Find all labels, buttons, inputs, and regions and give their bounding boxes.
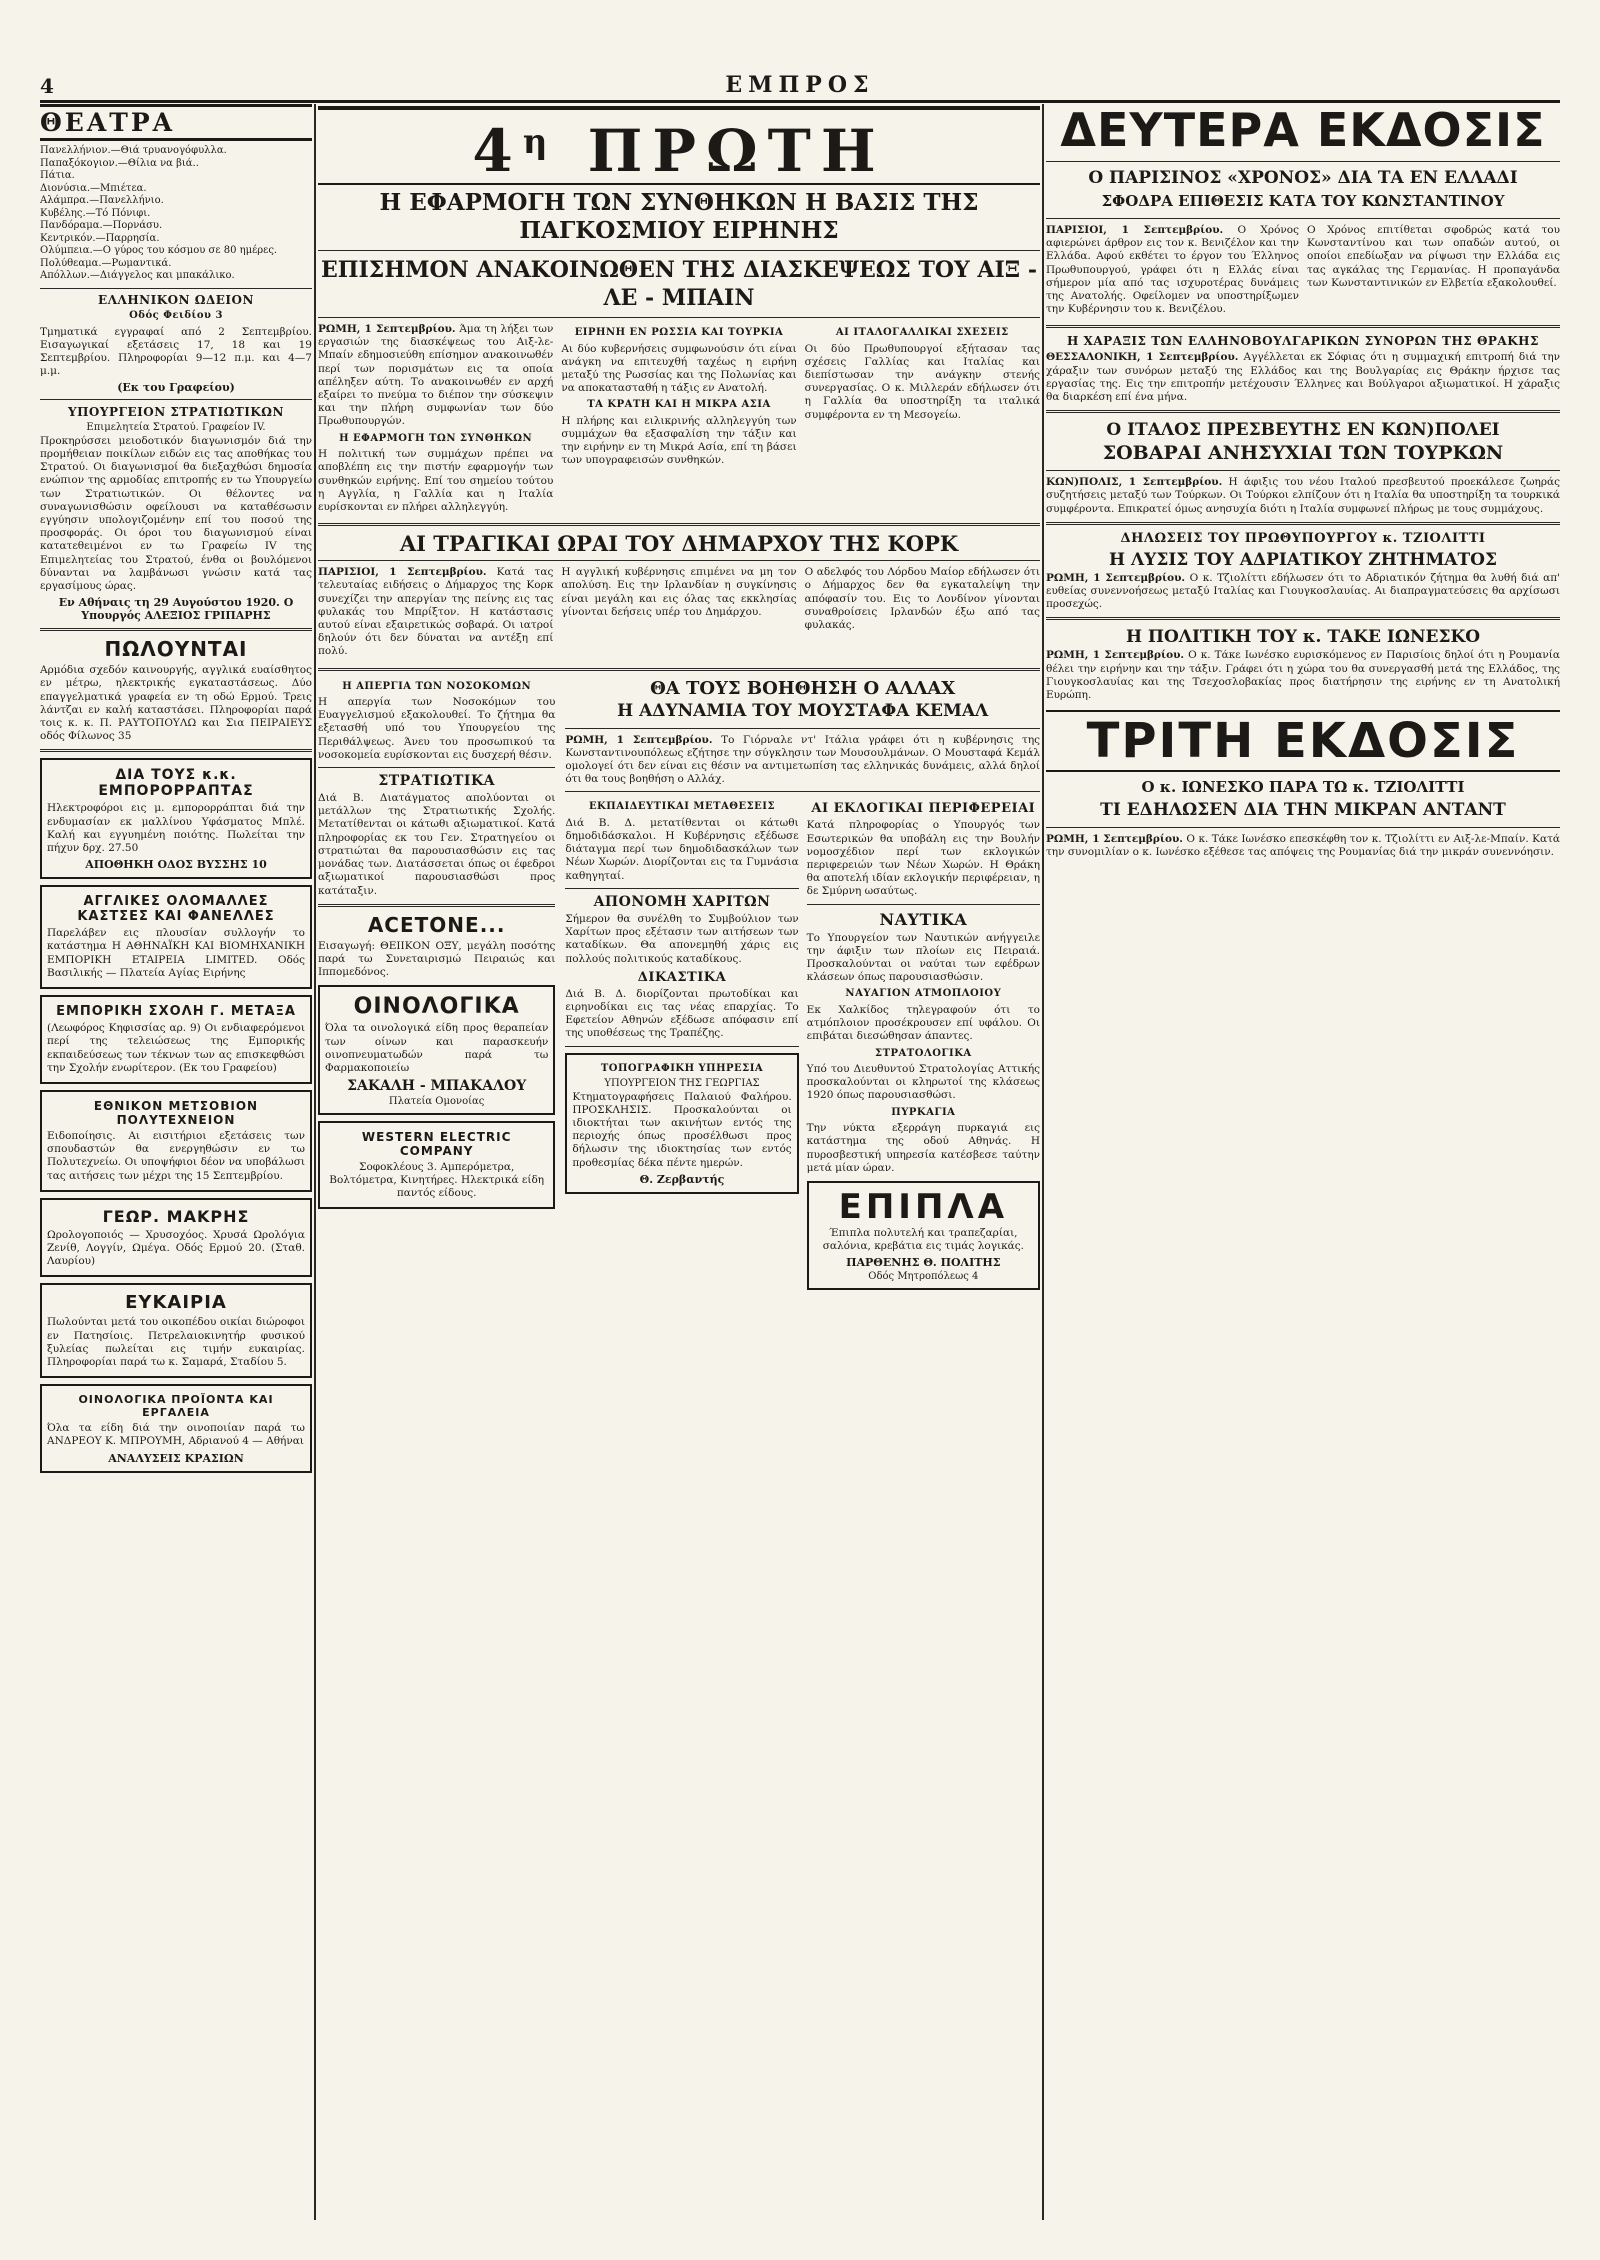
center-lower-area <box>318 677 1040 1296</box>
italian-envoy-subheadline: ΣΟΒΑΡΑΙ ΑΝΗΣΥΧΙΑΙ ΤΩΝ ΤΟΥΡΚΩΝ <box>1102 442 1504 465</box>
watchmaker-ad <box>40 1198 312 1278</box>
masthead <box>40 72 1560 103</box>
theatre-line: Πανελλήνιον.—Θιά τρυανογόφυλλα. <box>40 145 227 156</box>
kemal-headline: ΘΑ ΤΟΥΣ ΒΟΗΘΗΣΗ Ο ΑΛΛΑΧ <box>650 677 956 699</box>
page-number: 4 <box>40 74 54 98</box>
third-edition-subheadline: ΤΙ ΕΔΗΛΩΣΕΝ ΔΙΑ ΤΗΝ ΜΙΚΡΑΝ ΑΝΤΑΝΤ <box>1100 800 1506 821</box>
education-text: Διά Β. Δ. μετατίθενται οι κάτωθι δημοδιδάσκαλοι. Η Κυβέρνησις εξέδωσε διάταγμα περί των δημοδιδασκάλων των Νέων Χωρών. Διορίζονται εις τα Γυμνάσια καθηγηταί. <box>565 816 799 882</box>
thrace-headline: Η ΧΑΡΑΞΙΣ ΤΩΝ ΕΛΛΗΝΟΒΟΥΛΓΑΡΙΚΩΝ ΣΥΝΟΡΩΝ ΤΗΣ ΘΡΑΚΗΣ <box>1067 334 1539 349</box>
naval-headline: ΝΑΥΤΙΚΑ <box>879 909 968 929</box>
districts-text: Κατά πληροφορίας ο Υπουργός των Εσωτερικών θα υποβάλη εις την Βουλήν νομοσχέδιον περί των εκλογικών περιφερειών των Νέων Χωρών. Η Θράκη θα αποτελή ιδίαν εκλογικήν περιφέρειαν, η δε Σμύρνη ωσαύτως. <box>806 819 1040 898</box>
edition-title: ΠΡΩΤΗ <box>587 117 886 185</box>
lead-subhead: Η ΕΦΑΡΜΟΓΗ ΤΩΝ ΣΥΝΘΗΚΩΝ <box>339 432 533 444</box>
chronos-headline: Ο ΠΑΡΙΣΙΝΟΣ «ΧΡΟΝΟΣ» ΔΙΑ ΤΑ ΕΝ ΕΛΛΑΔΙ <box>1088 168 1518 188</box>
odeon-text: Τμηματικά εγγραφαί από 2 Σεπτεμβρίου. Εισαγωγικαί εξετάσεις 17, 18 και 19 Σεπτεμβρίου. Πληροφορίαι 9—12 π.μ. και 4—7 μ.μ. <box>40 325 312 378</box>
acetone-ad-heading: ACETONE... <box>367 912 506 937</box>
fire-text: Την νύκτα εξερράγη πυρκαγιά εις κατάστημα της οδού Αθηνάς. Η πυροσβεστική υπηρεσία κατέσβεσε ταύτην μετά μίαν ώραν. <box>806 1122 1040 1174</box>
theatre-line: Απόλλων.—Διάγγελος και μπακάλικο. <box>40 270 235 281</box>
odeon-signature: (Εκ του Γραφείου) <box>117 381 235 395</box>
theatre-line: Κεντρικόν.—Παρρησία. <box>40 232 160 244</box>
theatre-line: Κυβέλης.—Τό Πόνιφι. <box>40 207 151 219</box>
shipwreck-text: Εκ Χαλκίδος τηλεγραφούν ότι το ατμόπλοιον προσέκρουσεν επί υφάλου. Οι επιβάται διεσώθησαν άπαντες. <box>806 1003 1040 1043</box>
polytechnic-ad-text: Ειδοποίησις. Αι εισιτήριοι εξετάσεις των σπουδαστών θα ενεργηθώσιν εν τω Πολυτεχνείω. Οι υποψήφιοι δέον να υποβάλωσι τας αιτήσεις των μέχρι της 15 Σεπτεμβρίου. <box>47 1129 305 1182</box>
ionescu-text: Ο κ. Τάκε Ιωνέσκο ευρισκόμενος εν Παρισίοις δηλοί ότι η Ρουμανία θέλει την ειρήνην και την τάξιν. Γράφει ότι η χώρα του θα συνεργασθή μετά της Ελλάδος, της Γιουγκοσλαυίας και της Τσεχοσλοβακίας προς διατήρησιν της ειρήνης εν τη Ανατολική Ευρώπη. <box>1046 649 1560 702</box>
lead-subheadline: ΕΠΙΣΗΜΟΝ ΑΝΑΚΟΙΝΩΘΕΝ ΤΗΣ ΔΙΑΣΚΕΨΕΩΣ ΤΟΥ ΑΙΞ - ΛΕ - ΜΠΑΙΝ <box>320 257 1038 311</box>
shipwreck-headline: ΝΑΥΑΓΙΟΝ ΑΤΜΟΠΛΟΙΟΥ <box>845 988 1002 1000</box>
opportunity-ad-heading: ΕΥΚΑΙΡΙΑ <box>125 1292 227 1314</box>
furniture-ad <box>807 1181 1040 1290</box>
watchmaker-ad-text: Ωρολογοποιός — Χρυσοχόος. Χρυσά Ωρολόγια Ζενίθ, Λογγίν, Ωμέγα. Οδός Ερμού 20. (Σταθ. Λαυρίου) <box>47 1228 305 1268</box>
theatre-line: Αλάμπρα.—Πανελλήνιο. <box>40 195 164 206</box>
theatre-line: Παπαξόκογιον.—Θίλια να βιά.. <box>40 157 199 169</box>
adriatic-headline: ΔΗΛΩΣΕΙΣ ΤΟΥ ΠΡΩΘΥΠΟΥΡΓΟΥ κ. ΤΖΙΟΛΙΤΤΙ <box>1120 530 1486 546</box>
center-lower-left <box>318 677 555 1296</box>
column-rule <box>1042 104 1044 2220</box>
watchmaker-ad-heading: ΓΕΩΡ. ΜΑΚΡΗΣ <box>102 1206 250 1226</box>
judicial-text: Διά Β. Δ. διορίζονται πρωτοδίκαι και ειρηνοδίκαι εις τας νέας επαρχίας. Το Εφετείον Αθηνών εξέδωσε απόφασιν επί της υποθέσεως της Τραπέζης. <box>565 987 799 1040</box>
fabrics-ad-text: Παρελάβεν εις πλουσίαν συλλογήν το κατάστημα Η ΑΘΗΝΑΪΚΗ ΚΑΙ ΒΙΟΜΗΧΑΝΙΚΗ ΕΜΠΟΡΙΚΗ ΕΤΑΙΡΕΙΑ LIMITED. Οδός Βασιλικής — Πλατεία Αγίας Ειρήνης <box>47 927 305 979</box>
chronos-paragraph: Ο Χρόνος αφιερώνει άρθρον εις τον κ. Βενιζέλον και την Ελλάδα. Αφού εκθέτει το έργον του Έλληνος Πρωθυπουργού, γράφει ότι η Ελλάς είναι σήμερον μία από τας ισχυροτέρας δυνάμεις της Ανατολής. Οφείλομεν να υποστηρίξωμεν την Κυβέρνησιν του κ. Βενιζέλου. <box>1046 224 1299 316</box>
odeon-heading: ΕΛΛΗΝΙΚΟΝ ΩΔΕΙΟΝ <box>98 292 254 307</box>
lead-paragraph: Οι δύο Πρωθυπουργοί εξήτασαν τας σχέσεις Γαλλίας και Ιταλίας και διεπίστωσαν την ανάγκην στενής συνεργασίας. Ο κ. Μιλλεράν εδήλωσεν ότι η Γαλλία θα υποστηρίξη τα ιταλικά συμφέροντα εν τη Μεσογείω. <box>804 342 1040 421</box>
lead-subhead: ΑΙ ΙΤΑΛΟΓΑΛΛΙΚΑΙ ΣΧΕΣΕΙΣ <box>835 327 1009 338</box>
ionescu-headline: Η ΠΟΛΙΤΙΚΗ ΤΟΥ κ. ΤΑΚΕ ΙΩΝΕΣΚΟ <box>1125 627 1481 648</box>
conscription-text: Υπό του Διευθυντού Στρατολογίας Αττικής προσκαλούνται οι κληρωτοί της κλάσεως 1920 όπως παρουσιασθώσι. <box>806 1063 1040 1102</box>
kemal-text: Το Γιόρναλε ντ' Ιτάλια γράφει ότι η κυβέρνησις της Κωνσταντινουπόλεως εζήτησε την σύγκλησιν των Μουσουλμάνων. Ο Μουσταφά Κεμάλ ομολογεί ότι δεν είναι εις θέσιν να αντιμετωπίση τας ελληνικάς δυνάμεις, αλλά δηλοί ότι θα τους βοηθήση ο Αλλάχ. <box>565 733 1040 786</box>
wine-products-ad-heading: ΟΙΝΟΛΟΓΙΚΑ ΠΡΟΪΟΝΤΑ ΚΑΙ ΕΡΓΑΛΕΙΑ <box>78 1393 274 1420</box>
nurses-headline: Η ΑΠΕΡΓΙΑ ΤΩΝ ΝΟΣΟΚΟΜΩΝ <box>342 680 532 692</box>
column-rule <box>314 104 316 2220</box>
districts-headline: ΑΙ ΕΚΛΟΓΙΚΑΙ ΠΕΡΙΦΕΡΕΙΑΙ <box>811 801 1036 817</box>
polytechnic-ad-heading: ΕΘΝΙΚΟΝ ΜΕΤΣΟΒΙΟΝ ΠΟΛΥΤΕΧΝΕΙΟΝ <box>93 1098 259 1127</box>
western-electric-heading: WESTERN ELECTRIC COMPANY <box>361 1129 512 1158</box>
lead-article <box>318 323 1040 517</box>
topography-text: Κτηματογραφήσεις Παλαιού Φαλήρου. ΠΡΟΣΚΛΗΣΙΣ. Προσκαλούνται οι ιδιοκτήται των ακινήτων εντός της περιοχής όπως προσέλθωσι προς δήλωσιν της ιδιοκτησίας των εντός προθεσμίας δέκα πέντε ημερών. <box>572 1090 792 1169</box>
acetone-ad-text: Εισαγωγή: ΘΕΙΙΚΟΝ ΟΞΥ, μεγάλη ποσότης παρά τω Συνεταιρισμώ Πειραιώς και Ιππομεδόνος. <box>318 939 556 979</box>
topography-headline: ΤΟΠΟΓΡΑΦΙΚΗ ΥΠΗΡΕΣΙΑ <box>600 1062 764 1074</box>
tailors-ad-heading: ΔΙΑ ΤΟΥΣ κ.κ. ΕΜΠΟΡΟΡΡΑΠΤΑΣ <box>98 767 254 800</box>
oenology-ad <box>318 985 555 1114</box>
fabrics-ad-heading: ΑΓΓΛΙΚΕΣ ΟΛΟΜΑΛΛΕΣ ΚΑΣΤΣΕΣ ΚΑΙ ΦΑΝΕΛΛΕΣ <box>77 894 275 925</box>
sale-heading: ΠΩΛΟΥΝΤΑΙ <box>104 637 248 662</box>
school-ad-heading: ΕΜΠΟΡΙΚΗ ΣΧΟΛΗ Γ. ΜΕΤΑΞΑ <box>56 1004 296 1020</box>
left-column <box>40 104 312 2220</box>
newspaper-name: ΕΜΠΡΟΣ <box>725 72 875 98</box>
lead-paragraph: Άμα τη λήξει των εργασιών της διασκέψεως του Αιξ-λε-Μπαίν εδημοσιεύθη επίσημον ανακοινωθέν περί των πορισμάτων εις τα οποία απέληξεν αύτη. Το ανακοινωθέν εν αρχή εξαίρει το πνεύμα το διέπον την σύσκεψιν και την πλήρη συμφωνίαν των δύο Πρωθυπουργών. <box>318 323 554 428</box>
adriatic-subheadline: Η ΛΥΣΙΣ ΤΟΥ ΑΔΡΙΑΤΙΚΟΥ ΖΗΤΗΜΑΤΟΣ <box>1109 549 1497 570</box>
judicial-headline: ΔΙΚΑΣΤΙΚΑ <box>637 969 727 985</box>
wine-products-ad-tagline: ΑΝΑΛΥΣΕΙΣ ΚΡΑΣΙΩΝ <box>108 1451 244 1465</box>
ministry-signature: Εν Αθήναις τη 29 Αυγούστου 1920. Ο Υπουργός ΑΛΕΞΙΟΣ ΓΡΙΠΑΡΗΣ <box>58 596 294 623</box>
furniture-ad-address: Οδός Μητροπόλεως 4 <box>868 1271 979 1283</box>
school-ad-text: (Λεωφόρος Κηφισσίας αρ. 9) Οι ενδιαφερόμενοι περί της τελειώσεως της Εμπορικής εκπαιδεύσεως των τέκνων των ας επισκεφθώσι την Σχολήν ενωρίτερον. (Εκ του Γραφείου) <box>47 1022 305 1074</box>
tailors-ad <box>40 758 312 879</box>
edition-banner <box>318 106 1040 185</box>
wine-products-ad-text: Όλα τα είδη διά την οινοποιίαν παρά τω ΑΝΔΡΕΟΥ Κ. ΜΠΡΟΥΜΗ, Αδριανού 4 — Αθήναι <box>47 1422 305 1448</box>
oenology-ad-place: Πλατεία Ομονοίας <box>388 1096 485 1108</box>
education-headline: ΕΚΠΑΙΔΕΥΤΙΚΑΙ ΜΕΤΑΘΕΣΕΙΣ <box>588 801 776 813</box>
furniture-ad-text: Έπιπλα πολυτελή και τραπεζαρίαι, σαλόνια, κρεβάτια εις τιμάς λογικάς. <box>822 1226 1024 1253</box>
italian-envoy-dateline: ΚΩΝ)ΠΟΛΙΣ, 1 Σεπτεμβρίου. <box>1046 476 1223 489</box>
theatre-line: Ολύμπεια.—Ο γύρος του κόσμου σε 80 ημέρες. <box>40 245 278 256</box>
adriatic-text: Ο κ. Τζιολίττι εδήλωσεν ότι το Αδριατικόν ζήτημα θα λυθή διά απ' ευθείας συνεννοήσεως μεταξύ Ιταλίας και Γιουγκοσλαυίας. Αι διαπραγματεύσεις θα αρχίσωσι προσεχώς. <box>1046 571 1560 611</box>
theatre-heading: ΘΕΑΤΡΑ <box>40 104 312 141</box>
cork-article <box>318 566 1040 661</box>
center-column <box>318 104 1040 2220</box>
theatre-listings <box>40 145 312 283</box>
cork-paragraph: Κατά τας τελευταίας ειδήσεις ο Δήμαρχος της Κορκ συνεχίζει την απεργίαν της πείνης εις τας φυλακάς του Μπρίξτον. Η κατάστασις αυτού είναι εξαιρετικώς σοβαρά. Οι ιατροί δηλούν ότι δεν δύναται να αντέξη επί πολύ. <box>318 566 554 658</box>
theatre-line: Πάτια. <box>40 170 75 181</box>
furniture-ad-heading: ΕΠΙΠΛΑ <box>838 1186 1009 1227</box>
naval-text: Το Υπουργείον των Ναυτικών ανήγγειλε την άφιξιν των πλοίων εις Πειραιά. Προσκαλούνται οι ναύται των εφέδρων κλάσεων όπως παρουσιασθώσιν. <box>806 931 1040 984</box>
western-electric-ad <box>318 1121 555 1210</box>
furniture-ad-owner: ΠΑΡΘΕΝΗΣ Θ. ΠΟΛΙΤΗΣ <box>846 1256 1001 1270</box>
ionescu-dateline: ΡΩΜΗ, 1 Σεπτεμβρίου. <box>1046 649 1185 662</box>
thrace-text: Αγγέλλεται εκ Σόφιας ότι η συμμαχική επιτροπή διά την χάραξιν των συνόρων μεταξύ της Ελλάδος και της Βουλγαρίας εις Θράκην ήρχισε τας εργασίας της. Εις την επιτροπήν μετέχουσιν Έλληνες και Βούλγαροι αξιωματικοί. Η χάραξις θα διαρκέση επί ένα μήνα. <box>1046 351 1560 404</box>
fabrics-ad <box>40 885 312 989</box>
cork-paragraph: Η αγγλική κυβέρνησις επιμένει να μη τον απολύση. Εις την Ιρλανδίαν η συγκίνησις είναι μεγάλη και εις όλας τας εκκλησίας γίνονται δεήσεις υπέρ του Δημάρχου. <box>561 566 797 618</box>
sale-text: Αρμόδια σχεδόν καινουργής, αγγλικά ευαίσθητος εν μέτρω, ηλεκτρικής εγκαταστάσεως. Δύο επαγγελματικά γραφεία εν τη οδώ Ερμού. Τρεις λάντζαι εν καλή καταστάσει. Πληροφορίαι παρά τοις κ. κ. Π. ΡΑΥΤΟΠΟΥΛΩ και Σια ΠΕΙΡΑΙΕΥΣ οδός Φίλωνος 35 <box>40 664 312 743</box>
edition-number: 4 <box>472 117 523 185</box>
third-edition-headline: Ο κ. ΙΩΝΕΣΚΟ ΠΑΡΑ ΤΩ κ. ΤΖΙΟΛΙΤΤΙ <box>1141 778 1465 797</box>
third-edition-banner: ΤΡΙΤΗ ΕΚΔΟΣΙΣ <box>1046 710 1560 772</box>
nurses-text: Η απεργία των Νοσοκόμων του Ευαγγελισμού εξακολουθεί. Το ζήτημα θα εξετασθή υπό του Υπουργείου της Περιθάλψεως. Άνευ του προσωπικού τα νοσοκομεία ευρίσκονται εις δυσχερή θέσιν. <box>318 696 556 761</box>
italian-envoy-text: Η άφιξις του νέου Ιταλού πρεσβευτού προεκάλεσε ζωηράς συζητήσεις μεταξύ των Τούρκων. Οι Τούρκοι ελπίζουν ότι η Ιταλία θα υποστηρίξη τα τουρκικά συμφέροντα. Επικρατεί όμως ανησυχία διότι η Ιταλία συμφωνεί πλήρως με τους συμμάχους. <box>1046 476 1560 515</box>
western-electric-text: Σοφοκλέους 3. Αμπερόμετρα, Βολτόμετρα, Κινητήρες. Ηλεκτρικά είδη παντός είδους. <box>329 1160 545 1200</box>
lead-subhead: ΤΑ ΚΡΑΤΗ ΚΑΙ Η ΜΙΚΡΑ ΑΣΙΑ <box>587 399 771 411</box>
conscription-headline: ΣΤΡΑΤΟΛΟΓΙΚΑ <box>875 1047 972 1059</box>
theatre-line: Πολύθεαμα.—Ρωμαντικά. <box>40 257 172 269</box>
kemal-dateline: ΡΩΜΗ, 1 Σεπτεμβρίου. <box>565 733 713 746</box>
lead-dateline: ΡΩΜΗ, 1 Σεπτεμβρίου. <box>318 323 456 335</box>
oenology-ad-heading: ΟΙΝΟΛΟΓΙΚΑ <box>353 994 520 1020</box>
tailors-ad-address: ΑΠΟΘΗΚΗ ΟΔΟΣ ΒΥΣΣΗΣ 10 <box>85 858 267 872</box>
cork-paragraph: Ο αδελφός του Λόρδου Μαίορ εδήλωσεν ότι ο Δήμαρχος δεν θα εγκαταλείψη την απόφασίν του. Εις το Λονδίνον γίνονται συναθροίσεις Ιρλανδών έξω από τας φυλακάς. <box>804 566 1040 631</box>
center-lower-right <box>565 677 1040 1296</box>
topography-notice <box>565 1053 798 1194</box>
lead-paragraph: Η πλήρης και ειλικρινής αλληλεγγύη των συμμάχων θα εξασφαλίση την τάξιν και την ειρήνην εν τη Μικρά Ασία, επί τη βάσει των υπογραφεισών συνθηκών. <box>561 414 797 467</box>
pardons-headline: ΑΠΟΝΟΜΗ ΧΑΡΙΤΩΝ <box>593 893 771 910</box>
adriatic-dateline: ΡΩΜΗ, 1 Σεπτεμβρίου. <box>1046 571 1186 584</box>
third-edition-text: Ο κ. Τάκε Ιωνέσκο επεσκέφθη τον κ. Τζιολίττι εν Αιξ-λε-Μπαίν. Κατά την συνομιλίαν ο κ. Ιωνέσκο εξέθεσε τας απόψεις της Ρουμανίας διά την μικράν συνεννόησιν. <box>1046 833 1560 859</box>
fire-headline: ΠΥΡΚΑΓΙΑ <box>891 1106 956 1118</box>
kemal-subheadline: Η ΑΔΥΝΑΜΙΑ ΤΟΥ ΜΟΥΣΤΑΦΑ ΚΕΜΑΛ <box>617 700 989 721</box>
pardons-text: Σήμερον θα συνέλθη το Συμβούλιον των Χαρίτων προς εξέτασιν των αιτήσεων των καταδίκων. Θα απονεμηθή χάρις εις πολλούς πολιτικούς καταδίκους. <box>565 912 799 965</box>
edition-ordinal: η <box>522 122 558 162</box>
cork-headline: ΑΙ ΤΡΑΓΙΚΑΙ ΩΡΑΙ ΤΟΥ ΔΗΜΑΡΧΟΥ ΤΗΣ ΚΟΡΚ <box>399 531 959 557</box>
ministry-subheading: Επιμελητεία Στρατού. Γραφείον IV. <box>86 422 266 434</box>
ministry-heading: ΥΠΟΥΡΓΕΙΟΝ ΣΤΡΑΤΙΩΤΙΚΩΝ <box>68 405 284 420</box>
right-column <box>1046 104 1560 2220</box>
italian-envoy-headline: Ο ΙΤΑΛΟΣ ΠΡΕΣΒΕΥΤΗΣ ΕΝ ΚΩΝ)ΠΟΛΕΙ <box>1106 420 1500 441</box>
second-edition-banner: ΔΕΥΤΕΡΑ ΕΚΔΟΣΙΣ <box>1060 104 1546 157</box>
chronos-paragraph: Ο Χρόνος επιτίθεται σφοδρώς κατά του Κωνσταντίνου και των οπαδών αυτού, οι οποίοι επεδίωξαν να ρίψωσι την Ελλάδα εις τας αγκάλας της Γερμανίας. Η προπαγάνδα των Κωνσταντινικών εν Ελβετία εξακολουθεί. <box>1307 224 1560 289</box>
military-text: Διά Β. Διατάγματος απολύονται οι μετάλλων της Στρατιωτικής Σχολής. Μετατίθενται οι κάτωθι αξιωματικοί. Κατά πληροφορίας εκ του Γεν. Στρατηγείου οι στρατιώται θα παρουσιασθώσιν εις τας μονάδας των. Διατάσσεται όπως οι έφεδροι αξιωματικοί παρουσιασθώσι προς κατάταξιν. <box>318 792 556 897</box>
lead-subhead: ΕΙΡΗΝΗ ΕΝ ΡΩΣΣΙΑ ΚΑΙ ΤΟΥΡΚΙΑ <box>574 327 784 338</box>
opportunity-ad <box>40 1283 312 1378</box>
tailors-ad-text: Ηλεκτροφόροι εις μ. εμπορορράπται διά την ενδυμασίαν εκ μαλλίνου Υφάσματος Μπλέ. Καλή και εγγυημένη ποιότης. Πωλείται την πήχυν δρχ. 27.50 <box>47 802 305 855</box>
lead-headline: Η ΕΦΑΡΜΟΓΗ ΤΩΝ ΣΥΝΘΗΚΩΝ Η ΒΑΣΙΣ ΤΗΣ ΠΑΓΚΟΣΜΙΟΥ ΕΙΡΗΝΗΣ <box>379 189 979 244</box>
opportunity-ad-text: Πωλούνται μετά του οικοπέδου οικίαι διώροφοι εν Πατησίοις. Πετρελαιοκινητήρ φυσικού ξυλείας πωλείται εις τιμήν ευκαιρίας. Πληροφορίαι παρά τω κ. Σαμαρά, Σταδίου 5. <box>47 1316 305 1368</box>
topography-subheadline: ΥΠΟΥΡΓΕΙΟΝ ΤΗΣ ΓΕΩΡΓΙΑΣ <box>604 1078 760 1090</box>
wine-products-ad <box>40 1384 312 1472</box>
military-headline: ΣΤΡΑΤΙΩΤΙΚΑ <box>378 773 495 790</box>
thrace-dateline: ΘΕΣΣΑΛΟΝΙΚΗ, 1 Σεπτεμβρίου. <box>1046 351 1239 364</box>
lead-paragraph: Η πολιτική των συμμάχων πρέπει να αποβλέπη εις την πιστήν εφαρμογήν των συνθηκών ειρήνης. Επί του σημείου τούτου η Αγγλία, η Γαλλία και η Ιταλία ευρίσκονται εν πλήρει αλληλεγγύη. <box>318 448 554 513</box>
oenology-ad-text: Όλα τα οινολογικά είδη προς θεραπείαν των οίνων και παρασκευήν οινοπνευματωδών παρά τω Φαρμακοποιείω <box>325 1022 549 1074</box>
chronos-subheadline: ΣΦΟΔΡΑ ΕΠΙΘΕΣΙΣ ΚΑΤΑ ΤΟΥ ΚΩΝΣΤΑΝΤΙΝΟΥ <box>1101 192 1505 210</box>
cork-dateline: ΠΑΡΙΣΙΟΙ, 1 Σεπτεμβρίου. <box>318 566 487 579</box>
theatre-line: Πανδόραμα.—Πορνάσυ. <box>40 220 163 231</box>
school-ad <box>40 995 312 1084</box>
topography-signature: Θ. Ζερβαντής <box>639 1172 725 1186</box>
ministry-text: Προκηρύσσει μειοδοτικόν διαγωνισμόν διά την προμήθειαν ποικίλων ειδών εις τας αποθήκας του Στρατού. Οι διαγωνισμοί θα διεξαχθώσι δημοσία ενώπιον της αρμοδίας επιτροπής εν τω Υπουργείω των Στρατιωτικών. Οι θέλοντες να συναγωνισθώσιν οφείλουσι να καταθέσωσιν εγγύησιν υπολογιζομένην επί του ποσού της προσφοράς. Οι όροι του διαγωνισμού είναι κατατεθειμένοι εν τω Γραφείω IV της Επιμελητείας του Στρατού, ένθα οι βουλόμενοι δύνανται να λαμβάνωσι γνώσιν κατά τας εργασίμους ώρας. <box>40 434 312 593</box>
theatre-line: Διονύσια.—Μπιέτεα. <box>40 182 147 194</box>
third-edition-dateline: ΡΩΜΗ, 1 Σεπτεμβρίου. <box>1046 833 1183 846</box>
polytechnic-ad <box>40 1090 312 1192</box>
odeon-address: Οδός Φειδίου 3 <box>129 310 223 321</box>
lead-paragraph: Αι δύο κυβερνήσεις συμφωνούσιν ότι είναι ανάγκη να επιτευχθή ταχέως η ειρήνη μεταξύ της Ρωσσίας και της Πολωνίας και να αποκατασταθή η τάξις εν Ανατολή. <box>561 342 797 395</box>
oenology-ad-pharmacy: ΣΑΚΑΛΗ - ΜΠΑΚΑΛΟΥ <box>347 1078 527 1095</box>
chronos-dateline: ΠΑΡΙΣΙΟΙ, 1 Σεπτεμβρίου. <box>1046 224 1224 236</box>
